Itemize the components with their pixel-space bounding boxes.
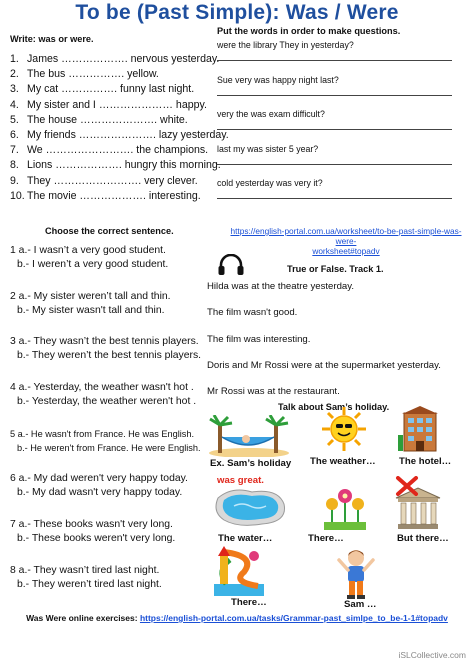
list-item: 8. Lions ………………. hungry this morning. bbox=[10, 159, 221, 172]
order-section-heading: Put the words in order to make questions. bbox=[217, 26, 401, 36]
answer-line[interactable] bbox=[217, 129, 452, 130]
caption-there-2: There… bbox=[231, 597, 267, 608]
sam-boy-image bbox=[336, 548, 376, 600]
write-section-list bbox=[10, 52, 229, 204]
question-item: cold yesterday was very it? bbox=[217, 178, 467, 213]
list-item: 7. We ……………………. the champions. bbox=[10, 144, 209, 157]
order-section-list bbox=[217, 40, 467, 213]
list-item: 10. The movie ………………. interesting. bbox=[10, 189, 201, 202]
footer-line bbox=[0, 613, 474, 623]
choice-item: 4 a.- Yesterday, the weather wasn't hot . b.- Yesterday, the weather weren't hot . bbox=[10, 382, 197, 408]
flowers-image bbox=[322, 486, 368, 530]
answer-line[interactable] bbox=[217, 164, 452, 165]
choice-item: 5 a.- He wasn't from France. He was English. b.- He weren't from France. He were English. bbox=[10, 428, 201, 453]
true-false-list bbox=[207, 279, 469, 410]
online-exercises-link[interactable]: https://english-portal.com.ua/tasks/Grammar-past_simlpe_to_be-1-1#topadv bbox=[139, 613, 448, 623]
choice-item: 1 a.- I wasn’t a very good student. b.- I weren’t a very good student. bbox=[10, 245, 169, 270]
worksheet-title: To be (Past Simple): Was / Were bbox=[75, 1, 399, 24]
choice-item: 7 a.- These books wasn't very long. b.- These books weren't very long. bbox=[10, 519, 176, 545]
headphones-icon bbox=[217, 254, 245, 276]
list-item: 9. They ……………………. very clever. bbox=[10, 174, 198, 187]
statement-item: The film was interesting. bbox=[207, 333, 311, 345]
list-item: 2. The bus ……………. yellow. bbox=[10, 68, 159, 81]
water-park-image bbox=[210, 546, 268, 598]
statement-item: Mr Rossi was at the restaurant. bbox=[207, 386, 340, 398]
choose-section-heading: Choose the correct sentence. bbox=[45, 226, 174, 236]
caption-ex-answer: was great. bbox=[217, 475, 264, 486]
statement-item: Hilda was at the theatre yesterday. bbox=[207, 281, 355, 292]
question-item: last my was sister 5 year? bbox=[217, 144, 467, 179]
caption-weather: The weather… bbox=[310, 456, 376, 467]
watermark: iSLCollective.com bbox=[398, 650, 466, 660]
choice-item: 8 a.- They wasn’t tired last night. b.- They weren’t tired last night. bbox=[10, 564, 162, 590]
caption-hotel: The hotel… bbox=[399, 456, 452, 467]
answer-line[interactable] bbox=[217, 95, 452, 96]
holiday-heading: Talk about Sam’s holiday. bbox=[278, 402, 390, 412]
list-item: 6. My friends …………………. lazy yesterday. bbox=[10, 128, 229, 141]
footer-label: Was Were online exercises: bbox=[26, 613, 140, 623]
pool-image bbox=[212, 484, 290, 530]
statement-item: The film wasn't good. bbox=[207, 307, 298, 319]
choose-section-list bbox=[10, 244, 215, 610]
choice-item: 2 a.- My sister weren’t tall and thin. b.- My sister wasn't tall and thin. bbox=[10, 290, 171, 316]
statement-item: Doris and Mr Rossi were at the supermarket yesterday. bbox=[207, 359, 441, 371]
list-item: 4. My sister and I ………………… happy. bbox=[10, 98, 207, 111]
true-false-heading: True or False. Track 1. bbox=[287, 264, 384, 274]
hotel-image bbox=[398, 405, 442, 453]
choice-item: 3 a.- They wasn’t the best tennis players. b.- They weren’t the best tennis players. bbox=[10, 336, 202, 362]
list-item: 5. The house …………………. white. bbox=[10, 113, 188, 126]
question-item: very the was exam difficult? bbox=[217, 109, 467, 144]
caption-water: The water… bbox=[218, 533, 273, 544]
worksheet-link[interactable]: https://english-portal.com.ua/worksheet/to-be-past-simple-was-were- worksheet#topadv bbox=[230, 226, 462, 256]
caption-sam: Sam … bbox=[344, 599, 377, 610]
museum-crossed-image bbox=[392, 476, 444, 530]
answer-line[interactable] bbox=[217, 60, 452, 61]
list-item: 1. James ………………. nervous yesterday. bbox=[10, 53, 220, 65]
caption-but-there: But there… bbox=[397, 533, 449, 544]
list-item: 3. My cat ……………. funny last night. bbox=[10, 83, 195, 96]
caption-there-1: There… bbox=[308, 533, 344, 544]
question-item: were the library They in yesterday? bbox=[217, 40, 467, 75]
caption-ex: Ex. Sam’s holiday bbox=[210, 458, 292, 469]
answer-line[interactable] bbox=[217, 198, 452, 199]
beach-hammock-image bbox=[208, 415, 290, 457]
choice-item: 6 a.- My dad weren't very happy today. b.- My dad wasn't very happy today. bbox=[10, 473, 188, 499]
write-section-heading: Write: was or were. bbox=[10, 34, 94, 44]
question-item: Sue very was happy night last? bbox=[217, 75, 467, 110]
sun-image bbox=[318, 405, 370, 453]
